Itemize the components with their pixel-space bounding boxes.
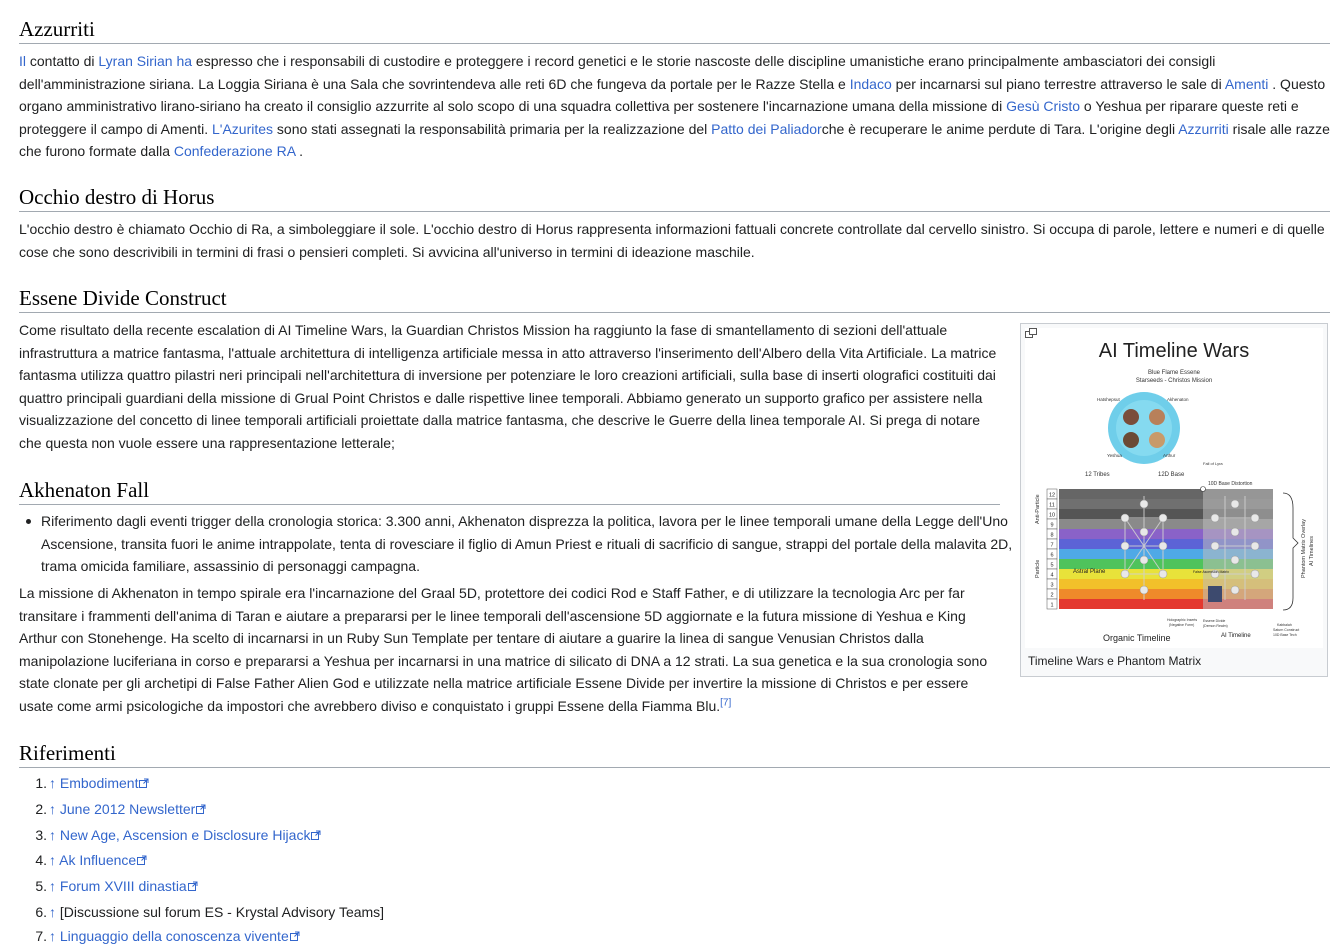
reference-number: 2.	[35, 800, 47, 817]
link-azurites[interactable]: L'Azurites	[212, 120, 274, 137]
section-heading-occhio: Occhio destro di Horus	[19, 184, 1330, 212]
reference-link[interactable]: Ak Influence	[59, 852, 137, 869]
label-particle: Particle	[1035, 559, 1041, 578]
layer-number: 2	[1050, 592, 1054, 599]
reference-link[interactable]: June 2012 Newsletter	[59, 800, 196, 817]
label-yeshua: Yeshua	[1107, 453, 1122, 458]
layer-number: 3	[1050, 582, 1054, 589]
label-phantom-matrix: Phantom Matrix Overlay	[1301, 519, 1307, 578]
layer-number: 4	[1050, 572, 1054, 579]
link-gesu-cristo[interactable]: Gesù Cristo	[1006, 98, 1080, 115]
link-azzurriti[interactable]: Azzurriti	[1178, 120, 1229, 137]
external-link-icon	[188, 883, 198, 894]
reference-item	[35, 849, 384, 875]
reference-number: 3.	[35, 826, 47, 843]
layer-number: 1	[1050, 602, 1054, 609]
label-kabbalah-2: Saturn Construct	[1273, 628, 1300, 632]
external-link-icon	[137, 857, 147, 868]
reference-link[interactable]: Embodiment	[59, 775, 139, 791]
label-anti-particle: Anti-Particle	[1035, 494, 1041, 524]
label-essene-divide-1: Essene Divide	[1203, 619, 1226, 623]
layer-number: 12	[1048, 492, 1056, 499]
link-amenti[interactable]: Amenti	[1224, 75, 1269, 92]
figure-subtitle-2: Starseeds - Christos Mission	[1135, 378, 1213, 384]
reference-item	[35, 901, 385, 925]
section-heading-essene: Essene Divide Construct	[19, 285, 1330, 313]
backlink-arrow[interactable]: ↑	[49, 903, 56, 920]
figure-thumbnail	[1020, 323, 1328, 677]
footnote-7-link[interactable]: [7]	[720, 697, 732, 709]
backlink-arrow[interactable]: ↑	[49, 852, 56, 869]
label-hatshepsut: Hatshepsut	[1097, 397, 1120, 402]
label-ai-timelines: AI Timelines	[1309, 536, 1315, 566]
link-confederazione-ra[interactable]: Confederazione RA	[173, 143, 296, 160]
reference-text: [Discussione sul forum ES - Krystal Advisory Teams]	[59, 903, 385, 920]
layer-number: 9	[1050, 522, 1054, 529]
label-essene-divide-2: (Demon Realm)	[1203, 624, 1228, 628]
reference-item	[35, 798, 384, 824]
references-list	[19, 772, 384, 951]
section-heading-akhenaton: Akhenaton Fall	[19, 477, 1000, 505]
reference-link[interactable]: Linguaggio della conoscenza vivente	[59, 927, 289, 944]
azzurriti-paragraph: Il contatto di Lyran Sirian ha espresso che i responsabili di custodire e proteggere i record genetici e le storie nascoste delle discipline umanistiche erano principalmente ambasciatori dei consigli dell'amministrazione siriana. La Loggia Siriana è una Sala che sovrintendeva alle reti 6D che fungeva da portale per le Razze Stella e Indaco per incarnarsi sul piano terrestre attraverso le sale di Amenti . Questo organo amministrativo lirano-siriano ha creato il consiglio azzurrite al solo scopo di una squadra collettiva per sostenere l'incarnazione umana della missione di Gesù Cristo o Yeshua per riparare queste reti e proteggere il campo di Amenti. L'Azurites sono stati assegnati la responsabilità primaria per la realizzazione del Patto dei Paliadorche è recuperare le anime perdute di Tara. L'origine degli Azzurriti risale alle razze che furono formate dalla Confederazione RA .	[19, 53, 1330, 160]
reference-item	[35, 925, 384, 951]
label-false-ascension: False Ascension Matrix	[1193, 570, 1229, 574]
reference-item	[35, 875, 384, 901]
label-organic-timeline: Organic Timeline	[1103, 633, 1171, 643]
link-patto-paliador[interactable]: Patto dei Paliador	[711, 120, 822, 137]
reference-number: 5.	[35, 878, 47, 895]
akhenaton-paragraph: La missione di Akhenaton in tempo spirale era l'incarnazione del Graal 5D, protettore dei codici Rod e Staff Father, e di utilizzare la tecnologia Arc per far transitare i frammenti dell'anima di Taran e aiutare a prepararsi per le linee temporali dell'ascensione 5D aggiornate e la futura missione di Yeshua e King Arthur con Stonehenge. Ha scelto di incarnarsi in un Ruby Sun Template per tentare di aiutare a guarire la linea di sangue Venusian Christos dalla manipolazione luciferiana in corso e prepararsi a Yeshua per incarnarsi in una matrice di silicato di DNA a 12 strati. La sua genetica e la sua cronologia sono state clonate per gli archetipi di False Father Alien God e utilizzate nella matrice artificiale Essene Divide per invertire la missione di Christos e per essere usate come armi psicologiche da impostori che avrebbero diviso e conquistato i gruppi Essene della Fiamma Blu.[7]	[19, 585, 988, 714]
link-il[interactable]: Il	[19, 53, 26, 69]
akhenaton-bullet-list	[19, 510, 1021, 578]
reference-item	[35, 824, 384, 850]
reference-link[interactable]: Forum XVIII dinastia	[59, 878, 187, 895]
label-holographic-1: Holographic Inserts	[1167, 618, 1198, 622]
reference-number: 1.	[35, 775, 47, 791]
label-10d-base: 10D Base Distortion	[1208, 481, 1253, 487]
section-heading-riferimenti: Riferimenti	[19, 740, 1330, 768]
backlink-arrow[interactable]: ↑	[49, 927, 56, 944]
reference-number: 7.	[35, 927, 47, 944]
enlarge-icon[interactable]	[1025, 328, 1037, 338]
essene-paragraph: Come risultato della recente escalation di AI Timeline Wars, la Guardian Christos Mission ha raggiunto la fase di smantellamento di sezioni dell'attuale infrastruttura a matrice fantasma, l'attuale architettura di intelligenza artificiale messa in atto attraverso l'inserimento dell'Albero della Vita Artificiale. La matrice fantasma utilizza quattro pilastri neri principali nell'architettura di inversione per potenziare le loro creazioni artificiali, sulla base di inserti olografici costituiti dai quattro principali guardiani della missione di Grual Point Christos e dalle rispettive linee temporali. Abbiamo generato un supporto grafico per assistere nella visualizzazione del concetto di linee temporali artificiali proiettate dalla matrice fantasma, che descrive le Guerre della linea temporale AI. Si prega di notare che questa non vuole essere una rappresentazione letterale;	[19, 322, 997, 451]
label-kabbalah-3: 10D Base Tech	[1273, 633, 1297, 637]
ai-timeline-wars-image[interactable]	[1025, 328, 1323, 648]
label-akhenaton: Akhenaton	[1167, 397, 1189, 402]
layer-number: 10	[1048, 512, 1056, 519]
label-12-tribes: 12 Tribes	[1085, 472, 1110, 478]
layer-number: 11	[1049, 502, 1055, 509]
external-link-icon	[139, 780, 149, 791]
reference-number: 6.	[35, 903, 47, 920]
figure-subtitle-1: Blue Flame Essene	[1147, 370, 1201, 376]
link-indaco[interactable]: Indaco	[849, 75, 892, 92]
label-kabbalah-1: Kabbalah	[1277, 623, 1292, 627]
layer-number: 5	[1050, 562, 1054, 569]
label-fall-of-lyra: Fall of Lyra	[1203, 461, 1223, 466]
reference-number: 4.	[35, 852, 47, 869]
section-heading-azzurriti: Azzurriti	[19, 16, 1330, 44]
external-link-icon	[196, 806, 206, 817]
label-12d-base: 12D Base	[1158, 472, 1185, 478]
reference-item	[35, 772, 384, 798]
external-link-icon	[290, 933, 300, 944]
list-item: Riferimento dagli eventi trigger della cronologia storica: 3.300 anni, Akhenaton disprezza la politica, lavora per le linee temporali umane della Legge dell'Uno Ascensione, transita fuori le anime intrappolate, tenta di rovesciare il figlio di Amun Priest e rituali di sacrificio di sangue, strappi del portale della malavita 2D, trama omicida familiare, assassinio di personaggi campagna.	[41, 510, 1021, 578]
label-arthur: Arthur	[1163, 453, 1176, 458]
layer-number: 6	[1050, 552, 1054, 559]
backlink-arrow[interactable]: ↑	[49, 800, 56, 817]
occhio-paragraph: L'occhio destro è chiamato Occhio di Ra, a simboleggiare il sole. L'occhio destro di Horus rappresenta informazioni fattuali concrete controllate dal cervello sinistro. Si occupa di parole, lettere e numeri e di quelle cose che sono descrivibili in termini di frasi o pensieri completi. Si avvicina all'universo in termini di ideazione maschile.	[19, 221, 1325, 260]
backlink-arrow[interactable]: ↑	[49, 775, 56, 791]
label-ai-timeline: AI Timeline	[1221, 633, 1251, 639]
figure-title: AI Timeline Wars	[1098, 340, 1250, 362]
external-link-icon	[311, 832, 321, 843]
label-holographic-2: (Negative Form)	[1169, 623, 1195, 627]
figure-caption: Timeline Wars e Phantom Matrix	[1028, 654, 1202, 668]
label-astral-plane: Astral Plane	[1073, 569, 1106, 575]
layer-number: 8	[1050, 532, 1054, 539]
backlink-arrow[interactable]: ↑	[49, 826, 56, 843]
layer-number: 7	[1050, 542, 1054, 549]
backlink-arrow[interactable]: ↑	[49, 878, 56, 895]
reference-link[interactable]: New Age, Ascension e Disclosure Hijack	[59, 826, 311, 843]
link-lyran-sirian[interactable]: Lyran Sirian ha	[98, 53, 193, 69]
